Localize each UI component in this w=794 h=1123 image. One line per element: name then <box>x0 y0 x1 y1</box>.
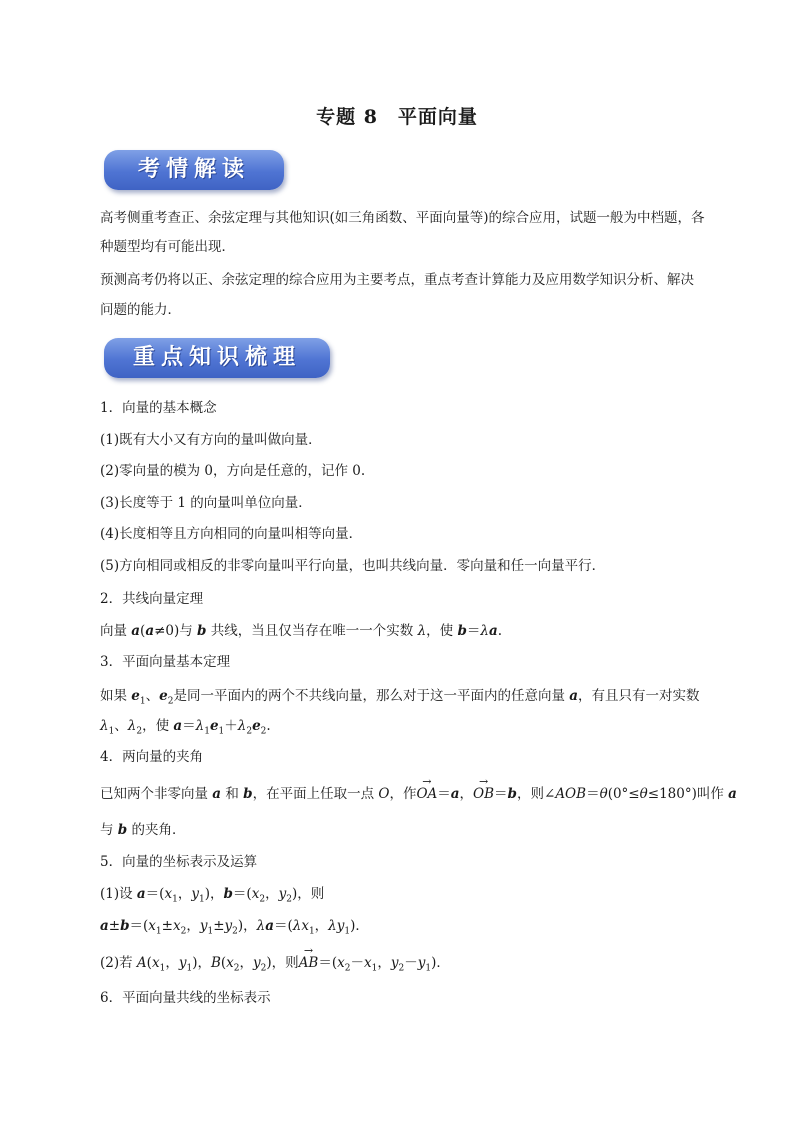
section-banner-key-knowledge: 重点知识梳理 <box>104 338 330 378</box>
page-title: 专题 8 平面向量 <box>316 106 478 128</box>
section-4-heading: 4．两向量的夹角 <box>100 749 204 765</box>
section-5-heading: 5．向量的坐标表示及运算 <box>100 854 258 870</box>
section-3-body-2: $\lambda_1$、$\lambda_2$，使 $a=\lambda_1e_1+\lambda_2e_2$. <box>100 718 271 737</box>
section-1-heading: 1．向量的基本概念 <box>100 400 217 416</box>
intro-paragraph-2a: 预测高考仍将以正、余弦定理的综合应用为主要考点，重点考查计算能力及应用数学知识分析、解决 <box>100 272 694 288</box>
section-5-item-1: (1)设 $a=(x_1$，$y_1$)，$b=(x_2$，$y_2$)，则 <box>100 886 325 905</box>
section-1-item-4: (4)长度相等且方向相同的向量叫相等向量． <box>100 526 363 542</box>
section-3-heading: 3．平面向量基本定理 <box>100 654 231 670</box>
section-1-item-1: (1)既有大小又有方向的量叫做向量． <box>100 432 322 448</box>
section-4-body-2: 与 b 的夹角． <box>100 822 186 838</box>
section-2-body: 向量 a(a≠0)与 b 共线，当且仅当存在唯一一个实数 λ，使 b＝λa. <box>100 623 503 639</box>
section-4-body-1: 已知两个非零向量 a 和 b，在平面上任取一点 O，作→ OA＝a，→ OB＝b，则∠AOB＝θ(0°≤θ≤180°)叫作 a <box>100 784 740 804</box>
section-6-heading: 6．平面向量共线的坐标表示 <box>100 990 271 1006</box>
section-1-item-2: (2)零向量的模为 0，方向是任意的，记作 0. <box>100 463 366 479</box>
section-1-item-3: (3)长度等于 1 的向量叫单位向量． <box>100 495 312 511</box>
intro-paragraph-2b: 问题的能力． <box>100 302 181 318</box>
section-2-heading: 2．共线向量定理 <box>100 591 204 607</box>
section-3-body-1: 如果 $e_1$、$e_2$是同一平面内的两个不共线向量，那么对于这一平面内的任意向量 a，有且只有一对实数 <box>100 688 700 707</box>
intro-paragraph-1b: 种题型均有可能出现． <box>100 239 235 255</box>
intro-paragraph-1a: 高考侧重考查正、余弦定理与其他知识(如三角函数、平面向量等)的综合应用，试题一般为中档题，各 <box>100 210 705 226</box>
section-1-item-5: (5)方向相同或相反的非零向量叫平行向量，也叫共线向量．零向量和任一向量平行． <box>100 558 606 574</box>
section-banner-exam-analysis: 考情解读 <box>104 150 284 190</box>
section-5-item-2: (2)若 $A(x_1$，$y_1$)，$B(x_2$，$y_2$)，则→ $AB=(x_2-x_1$，$y_2-y_1$)． <box>100 953 740 979</box>
section-5-item-1-formula: $a\pm b=(x_1\pm x_2$，$y_1\pm y_2$)，$\lambda a=(\lambda x_1$，$\lambda y_1$)． <box>100 918 369 937</box>
